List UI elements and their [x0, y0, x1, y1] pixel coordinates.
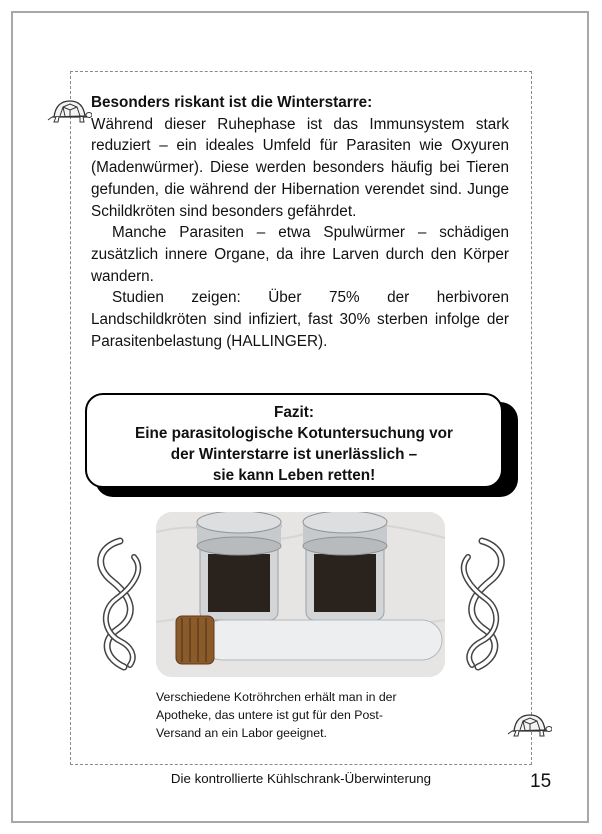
footer-title: Die kontrollierte Kühlschrank-Überwinterung	[170, 771, 432, 786]
worm-illustration	[452, 537, 512, 671]
worm-illustration	[90, 537, 150, 671]
paragraph: Manche Parasiten – etwa Spulwürmer – schädigen zusätzlich innere Organe, da ihre Larven durch den Körper wandern.	[91, 224, 509, 285]
fazit-line: sie kann Leben retten!	[212, 467, 376, 484]
caption-line: Apotheke, das untere ist gut für den Post-	[156, 708, 383, 722]
fazit-box	[85, 393, 503, 488]
turtle-icon	[506, 711, 552, 741]
caption-line: Versand an ein Labor geeignet.	[156, 726, 327, 740]
turtle-icon	[46, 97, 92, 127]
fazit-line: der Winterstarre ist unerlässlich –	[170, 446, 418, 463]
paragraph: Während dieser Ruhephase ist das Immunsystem stark reduziert – ein ideales Umfeld für Parasiten wie Oxyuren (Madenwürmer). Diese werden besonders häufig bei Tieren gefunden, die während der Hibernation verendet sind. Junge Schildkröten sind besonders gefährdet.	[91, 115, 509, 220]
photo-caption	[156, 688, 446, 742]
section-heading: Besonders riskant ist die Winterstarre:	[91, 94, 373, 111]
paragraph: Studien zeigen: Über 75% der herbivoren Landschildkröten sind infiziert, fast 30% sterben infolge der Parasitenbelastung (HALLINGER).	[91, 289, 509, 350]
fazit-title: Fazit:	[274, 404, 314, 421]
page-number: 15	[530, 771, 552, 792]
sample-tubes-photo	[156, 512, 445, 677]
fazit-line: Eine parasitologische Kotuntersuchung vor	[135, 425, 453, 442]
main-text	[91, 92, 509, 352]
caption-line: Verschiedene Kotröhrchen erhält man in der	[156, 690, 397, 704]
